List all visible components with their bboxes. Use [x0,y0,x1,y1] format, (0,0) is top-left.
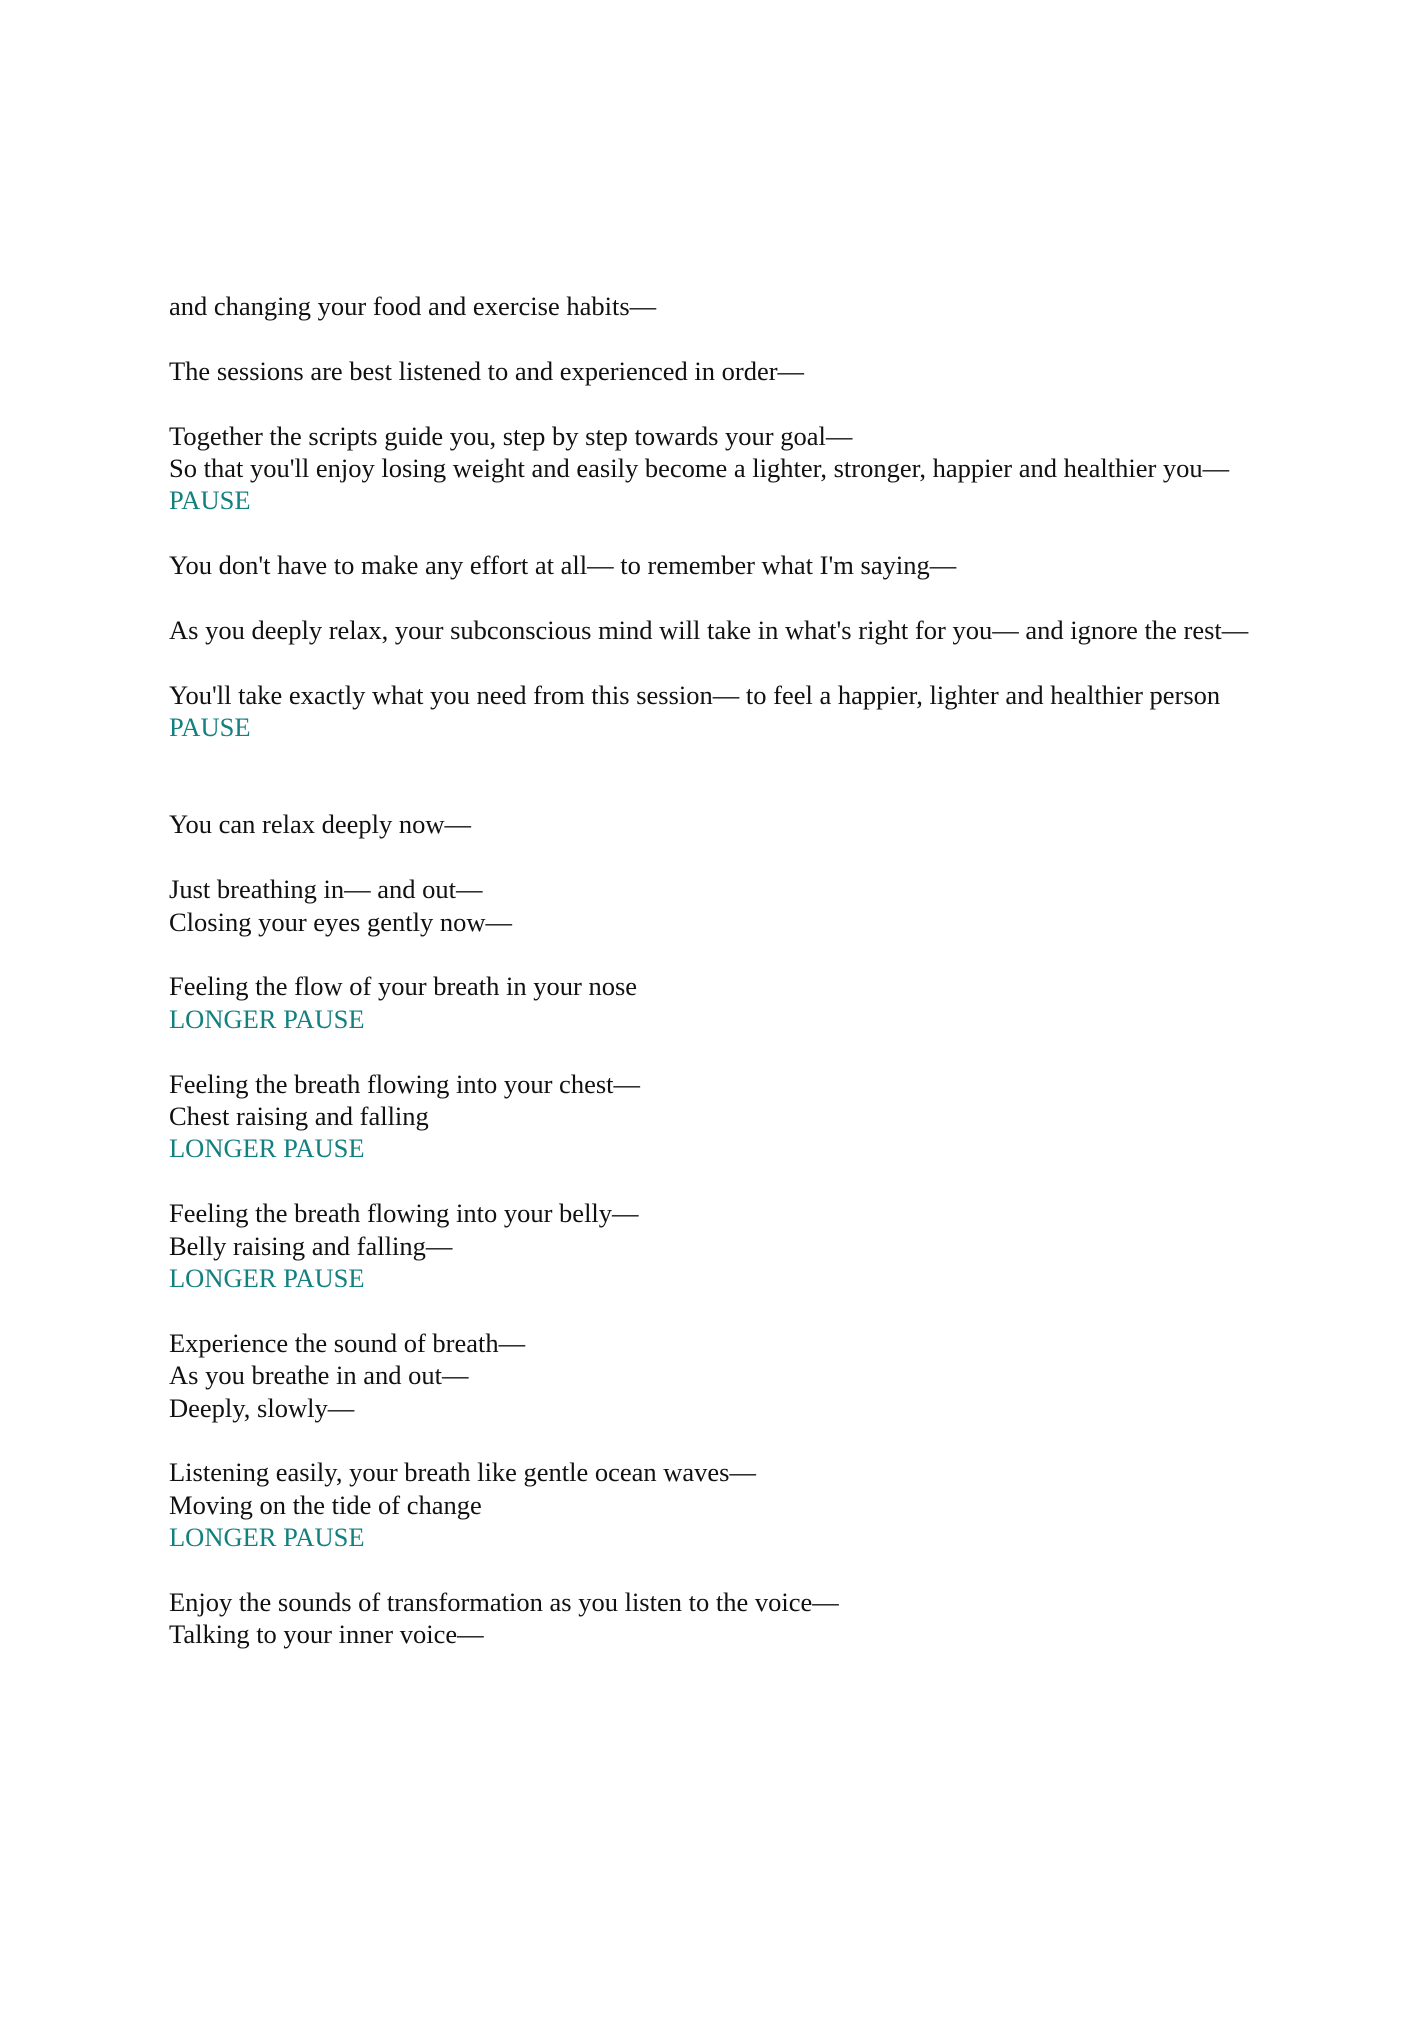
longer-pause-cue: LONGER PAUSE [169,1263,365,1294]
text-line: You can relax deeply now— [169,809,471,840]
text-line: Enjoy the sounds of transformation as you listen to the voice— [169,1587,839,1618]
text-line: Just breathing in— and out— [169,874,483,905]
text-line: Chest raising and falling [169,1101,429,1131]
paragraph [169,808,1259,840]
text-line: As you deeply relax, your subconscious mind will take in what's right for you— and ignore the rest— [169,615,1249,645]
text-line: You don't have to make any effort at all— to remember what I'm saying— [169,550,957,581]
paragraph [169,420,1259,517]
paragraph [169,290,1259,322]
text-line: Moving on the tide of change [169,1489,482,1520]
text-line: Listening easily, your breath like gentle ocean waves— [169,1457,756,1488]
paragraph [169,873,1259,938]
paragraph [169,1197,1259,1294]
paragraph [169,1327,1259,1424]
text-line: Together the scripts guide you, step by step towards your goal— [169,420,853,451]
pause-cue: PAUSE [169,712,251,743]
text-line: Feeling the breath flowing into your chest— [169,1068,641,1099]
blank-gap [169,776,1259,808]
pause-cue: PAUSE [169,485,251,516]
paragraph [169,1068,1259,1165]
document-page [169,290,1259,1683]
longer-pause-cue: LONGER PAUSE [169,1133,365,1164]
paragraph [169,1586,1259,1651]
text-line: and changing your food and exercise habits— [169,291,657,321]
longer-pause-cue: LONGER PAUSE [169,1522,365,1553]
text-line: The sessions are best listened to and experienced in order— [169,355,805,386]
text-line: As you breathe in and out— [169,1360,469,1391]
longer-pause-cue: LONGER PAUSE [169,1003,365,1034]
text-line: Experience the sound of breath— [169,1327,526,1358]
paragraph [169,549,1259,581]
text-line: So that you'll enjoy losing weight and easily become a lighter, stronger, happier and healthier you— [169,453,1230,483]
paragraph [169,970,1259,1035]
text-line: Closing your eyes gently now— [169,906,512,937]
paragraph [169,679,1259,744]
text-line: Talking to your inner voice— [169,1619,484,1650]
text-line: Deeply, slowly— [169,1392,355,1423]
text-line: Belly raising and falling— [169,1230,453,1261]
paragraph [169,355,1259,387]
paragraph [169,614,1259,646]
text-line: Feeling the breath flowing into your belly— [169,1198,639,1229]
text-line: You'll take exactly what you need from this session— to feel a happier, lighter and healthier person [169,679,1221,710]
text-line: Feeling the flow of your breath in your nose [169,971,638,1002]
paragraph [169,1456,1259,1553]
